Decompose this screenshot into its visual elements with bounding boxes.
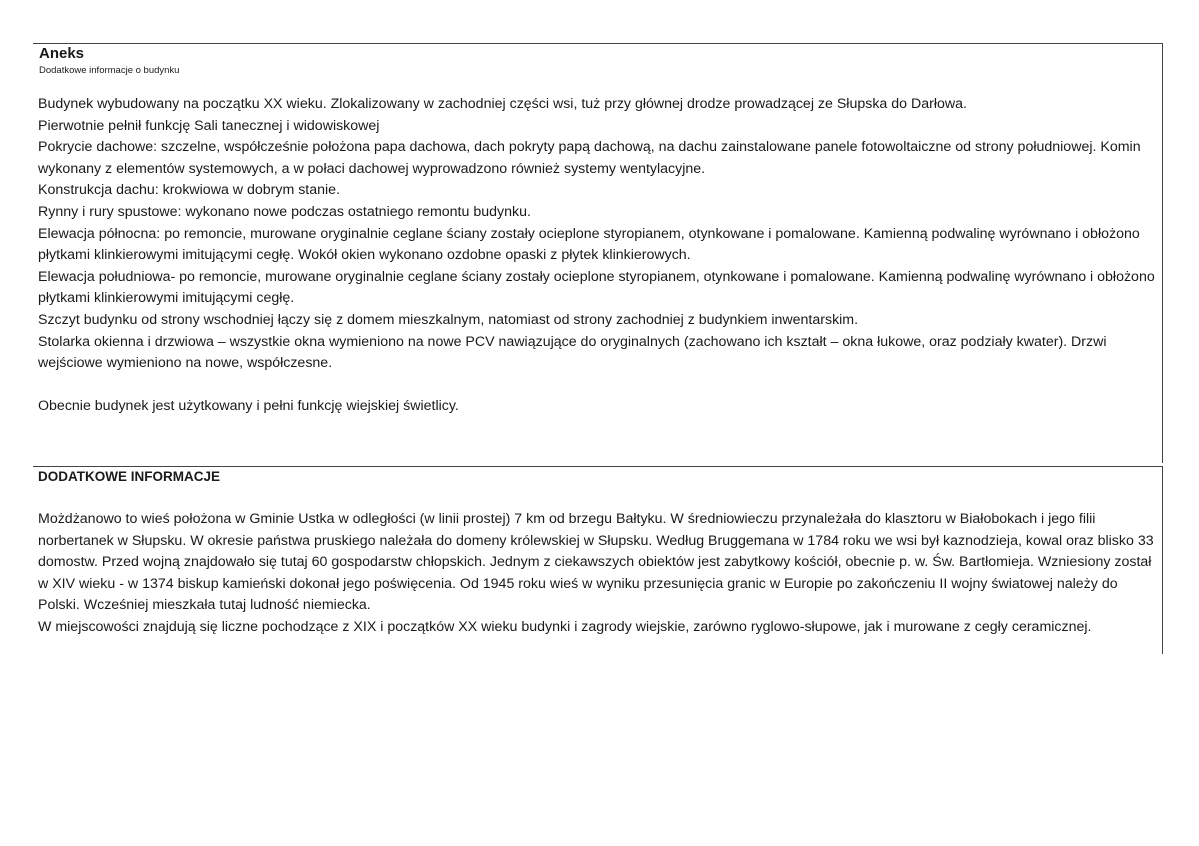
- additional-info-paragraph: W miejscowości znajdują się liczne pochodzące z XIX i początków XX wieku budynki i zagrody wiejskie, zarówno ryglowo-słupowe, jak i murowane z cegły ceramicznej.: [38, 618, 1092, 635]
- annex-paragraph: Szczyt budynku od strony wschodniej łączy się z domem mieszkalnym, natomiast od strony zachodniej z budynkiem inwentarskim.: [38, 311, 859, 328]
- section-middle-divider: [33, 466, 1163, 467]
- annex-paragraph: Konstrukcja dachu: krokwiowa w dobrym stanie.: [38, 182, 341, 199]
- annex-paragraph: Elewacja południowa- po remoncie, murowane oryginalnie ceglane ściany zostały ocieplone styropianem, otynkowane i pomalowane. Kamienną podwalinę wyrównano i obłożono płytkami klinkierowymi imitującymi cegłę.: [38, 268, 1155, 307]
- annex-subtitle: Dodatkowe informacje o budynku: [39, 65, 180, 76]
- annex-paragraph: Elewacja północna: po remoncie, murowane oryginalnie ceglane ściany zostały ocieplone styropianem, otynkowane i pomalowane. Kamienną podwalinę wyrównano i obłożono płytkami klinkierowymi imitującymi cegłę. Wokół okien wykonano ozdobne opaski z płytek klinkierowych.: [38, 225, 1140, 264]
- section-top-divider: [33, 43, 1163, 44]
- annex-body: [38, 94, 1158, 418]
- additional-info-paragraph: Możdżanowo to wieś położona w Gminie Ustka w odległości (w linii prostej) 7 km od brzegu Bałtyku. W średniowieczu przynależała do klasztoru w Białobokach i jego filii norbertanek w Słupsku. W okresie państwa pruskiego należała do domeny królewskiej w Słupsku. Według Bruggemana w 1784 roku we wsi był kaznodzieja, kowal oraz blisko 33 domostw. Przed wojną znajdowało się tutaj 60 gospodarstw chłopskich. Jednym z ciekawszych obiektów jest zabytkowy kościół, obecnie p. w. Św. Bartłomieja. Wzniesiony został w XIV wieku - w 1374 biskup kamieński dokonał jego poświęcenia. Od 1945 roku wieś w wyniku przesunięcia granic w Europie po zakończeniu II wojny światowej należy do Polski. Wcześniej mieszkała tutaj ludność niemiecka.: [38, 511, 1154, 614]
- annex-paragraph: Pokrycie dachowe: szczelne, współcześnie położona papa dachowa, dach pokryty papą dachową, na dachu zainstalowane panele fotowoltaiczne od strony południowej. Komin wykonany z elementów systemowych, a w połaci dachowej wyprowadzono również systemy wentylacyjne.: [38, 139, 1141, 177]
- annex-paragraph: Stolarka okienna i drzwiowa – wszystkie okna wymieniono na nowe PCV nawiązujące do oryginalnych (zachowano ich kształt – okna łukowe, oraz podziały kwater). Drzwi wejściowe wymieniono na nowe, współczesne.: [38, 333, 1107, 372]
- annex-title: Aneks: [39, 45, 85, 62]
- additional-info-heading: DODATKOWE INFORMACJE: [38, 469, 220, 484]
- section-right-border: [1162, 43, 1163, 463]
- annex-paragraph: Budynek wybudowany na początku XX wieku. Zlokalizowany w zachodniej części wsi, tuż przy głównej drodze prowadzącej ze Słupska do Darłowa.: [38, 96, 967, 112]
- annex-paragraph: Rynny i rury spustowe: wykonano nowe podczas ostatniego remontu budynku.: [38, 203, 531, 220]
- section-right-border-lower: [1162, 466, 1163, 654]
- annex-paragraph: Pierwotnie pełnił funkcję Sali tanecznej i widowiskowej: [38, 117, 380, 134]
- additional-info-body: [38, 509, 1158, 639]
- annex-closing-paragraph: Obecnie budynek jest użytkowany i pełni funkcję wiejskiej świetlicy.: [38, 398, 459, 415]
